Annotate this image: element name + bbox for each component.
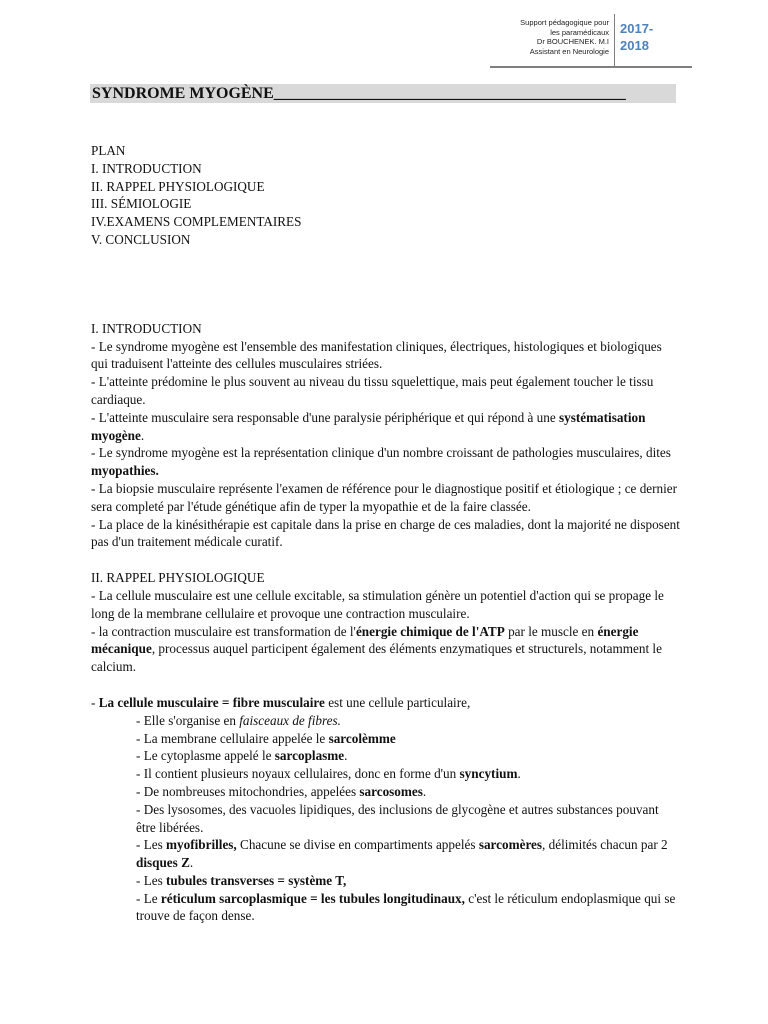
cell-components-list [91,712,681,926]
text-run: - Elle s'organise en [136,712,240,728]
document-body [91,142,681,925]
paragraph: - La biopsie musculaire représente l'examen de référence pour le diagnostique positif et étiologique ; ce dernier sera completé par l'étude génétique afin de typer la myopathie et de la faire classée. [91,480,678,514]
list-item [136,783,681,801]
header-info-line: Dr BOUCHENEK. M.I [536,37,609,46]
plan-item: III. SÉMIOLOGIE [91,196,192,212]
plan-heading: PLAN [91,143,126,158]
page-title [92,84,676,103]
bold-term: tubules transverses = système T, [166,872,347,888]
list-item [136,730,681,748]
text-run: , processus auquel participent également des éléments enzymatiques et structurels, notamment le calcium. [91,641,662,675]
spacer [91,551,681,569]
list-item [136,747,681,765]
header-year-line2: 2018 [620,38,649,53]
page-title-underline: ____________________________________________ [273,85,626,102]
header-year [620,20,680,54]
header-info-line: les paramédicaux [550,27,609,37]
bold-term: sarcosomes [359,783,423,799]
header-divider-vertical [614,14,615,66]
text-run: - [91,694,99,710]
list-item [136,890,681,926]
paragraph [91,694,681,712]
bold-term: myofibrilles, [166,837,237,853]
text-run: Chacune se divise en compartiments appelés [236,837,479,853]
list-item [136,765,681,783]
text-run: - L'atteinte musculaire sera responsable d'une paralysie périphérique et qui répond à une [91,409,559,425]
text-run: . [189,855,194,871]
text-run: . [140,427,145,443]
text-run: - La membrane cellulaire appelée le [136,730,329,746]
bold-term: myopathies. [91,463,159,479]
spacer [91,249,681,320]
bold-term: La cellule musculaire = fibre musculaire [98,694,325,710]
bold-term: énergie mécanique [91,623,639,657]
header-divider-horizontal [490,66,692,68]
text-run: . [517,766,521,782]
section-heading: II. RAPPEL PHYSIOLOGIQUE [91,570,265,586]
text-run: . [422,783,427,799]
header-info-line: Support pédagogique pour [520,18,609,27]
plan-section [91,142,681,249]
bold-term: sarcomères [478,837,543,853]
text-run: - Le syndrome myogène est la représentation clinique d'un nombre croissant de pathologies musculaires, dites [91,445,671,461]
introduction-section [91,320,681,551]
list-item: - Des lysosomes, des vacuoles lipidiques, des inclusions de glycogène et autres substances pouvant être libérées. [136,801,659,835]
text-run: est une cellule particulaire, [324,694,471,710]
plan-item: V. CONCLUSION [91,231,191,247]
paragraph [91,409,681,445]
paragraph: - Le syndrome myogène est l'ensemble des manifestation cliniques, électriques, histologiques et biologiques qui traduisent l'atteinte des cellules musculaires striées. [91,338,662,372]
text-run: - Les [136,837,167,853]
bold-term: disques Z [136,855,190,871]
bold-term: sarcoplasme [274,748,345,764]
header-year-line1: 2017- [620,21,654,36]
bold-term: systématisation myogène [91,409,646,443]
header-info [490,18,609,56]
header-info-line: Assistant en Neurologie [529,46,609,56]
text-run: - Les [136,872,167,888]
paragraph [91,444,681,480]
plan-item: II. RAPPEL PHYSIOLOGIQUE [91,178,265,194]
bold-term: réticulum sarcoplasmique = les tubules longitudinaux, [160,890,465,906]
text-run: - De nombreuses mitochondries, appelées [136,783,360,799]
rappel-section [91,569,681,925]
text-run: , délimités chacun par 2 [542,837,668,853]
list-item [136,872,681,890]
bold-term: syncytium [459,766,518,782]
text-run: par le muscle en [504,623,598,639]
text-run: c'est le réticulum endoplasmique qui se trouve de façon dense. [136,890,676,924]
section-heading: I. INTRODUCTION [91,320,202,336]
list-item [136,836,681,872]
paragraph: - La place de la kinésithérapie est capitale dans la prise en charge de ces maladies, dont la majorité ne disposent pas d'un traitement médicale curatif. [91,516,680,550]
paragraph: - L'atteinte prédomine le plus souvent au niveau du tissu squelettique, mais peut également toucher le tissu cardiaque. [91,374,654,407]
plan-item: IV.EXAMENS COMPLEMENTAIRES [91,214,302,230]
text-run: . [344,748,348,764]
text-run: - Le [136,890,161,906]
list-item [136,712,681,730]
page-title-text: SYNDROME MYOGÈNE [92,85,274,102]
spacer [91,676,681,694]
plan-item: I. INTRODUCTION [91,160,202,176]
text-run: - la contraction musculaire est transformation de l' [91,623,356,639]
bold-term: énergie chimique de l'ATP [355,623,505,639]
italic-term: faisceaux de fibres. [239,712,341,728]
paragraph [91,623,681,676]
text-run: - Le cytoplasme appelé le [136,748,275,764]
text-run: - Il contient plusieurs noyaux cellulaires, donc en forme d'un [136,766,460,782]
paragraph: - La cellule musculaire est une cellule excitable, sa stimulation génère un potentiel d'action qui se propage le long de la membrane cellulaire et provoque une contraction musculaire. [91,587,664,621]
bold-term: sarcolèmme [328,730,396,746]
